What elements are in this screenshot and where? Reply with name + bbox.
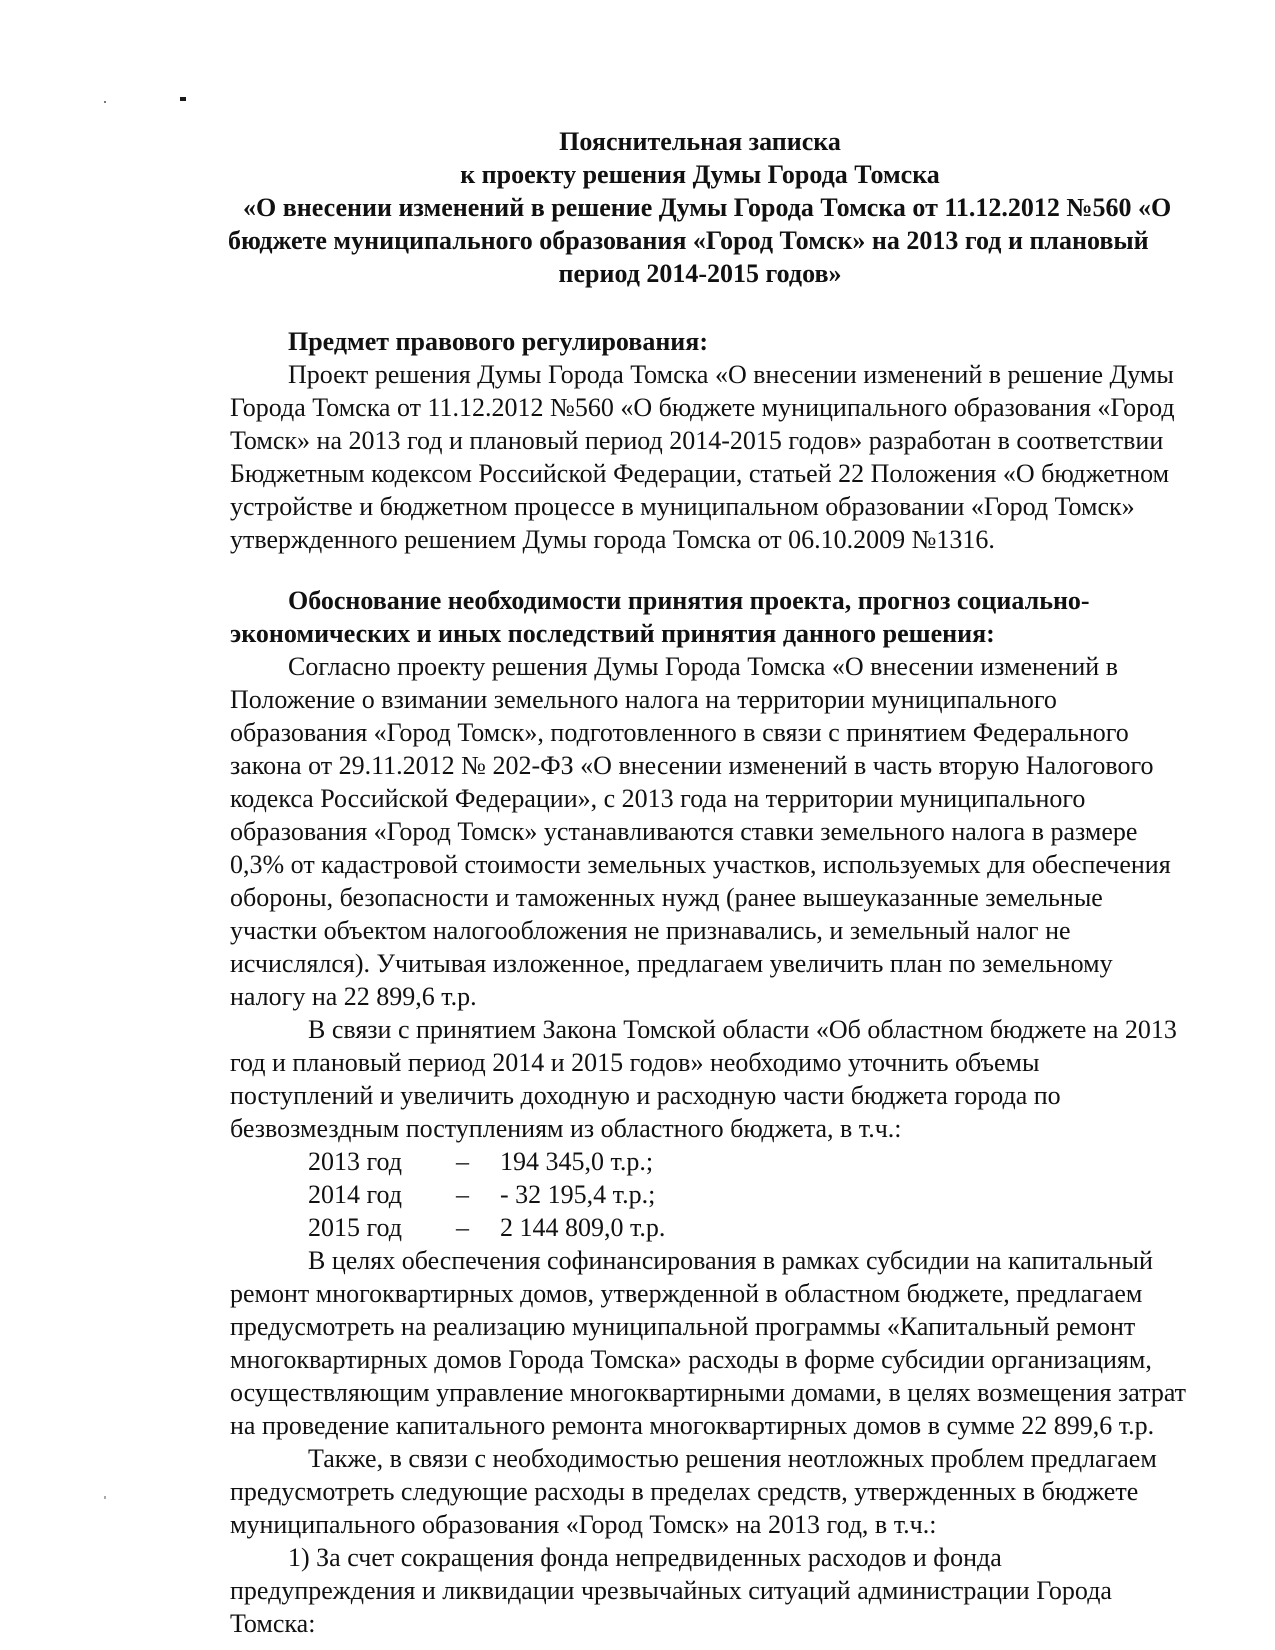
scan-speck <box>104 1496 106 1499</box>
year-item <box>230 1178 1265 1211</box>
text-line: обороны, безопасности и таможенных нужд (ранее вышеуказанные земельные <box>230 883 1103 912</box>
year-list <box>230 1145 1265 1244</box>
text-line: год и плановый период 2014 и 2015 годов» необходимо уточнить объемы <box>230 1048 1040 1077</box>
year-amount: 194 345,0 т.р.; <box>500 1147 654 1176</box>
year-amount: - 32 195,4 т.р.; <box>500 1180 656 1209</box>
scan-speck <box>104 101 106 103</box>
text-line: Согласно проекту решения Думы Города Томска «О внесении изменений в <box>288 652 1118 681</box>
year-item <box>230 1145 1265 1178</box>
text-line: Томска: <box>230 1609 316 1638</box>
text-line: муниципального образования «Город Томск» на 2013 год, в т.ч.: <box>230 1510 937 1539</box>
text-line: исчислялся). Учитывая изложенное, предлагаем увеличить план по земельному <box>230 949 1113 978</box>
document-body <box>230 325 1265 1640</box>
section-heading-cont: экономических и иных последствий принятия данного решения: <box>230 619 995 648</box>
section-heading: Обоснование необходимости принятия проекта, прогноз социально- <box>288 586 1090 615</box>
year-label: 2015 год <box>308 1213 402 1242</box>
text-line: многоквартирных домов Города Томска» расходы в форме субсидии организациям, <box>230 1345 1152 1374</box>
text-line: закона от 29.11.2012 № 202-ФЗ «О внесении изменений в часть вторую Налогового <box>230 751 1154 780</box>
paragraph-land-tax <box>230 650 1265 1013</box>
text-line: 0,3% от кадастровой стоимости земельных участков, используемых для обеспечения <box>230 850 1171 879</box>
text-line: образования «Город Томск» устанавливаются ставки земельного налога в размере <box>230 817 1138 846</box>
text-line: Также, в связи с необходимостью решения неотложных проблем предлагаем <box>308 1444 1157 1473</box>
text-line: налогу на 22 899,6 т.р. <box>230 982 477 1011</box>
text-line: Города Томска от 11.12.2012 №560 «О бюджете муниципального образования «Город <box>230 393 1175 422</box>
paragraph-capital-repair <box>230 1244 1265 1442</box>
year-label: 2013 год <box>308 1147 402 1176</box>
text-line: Бюджетным кодексом Российской Федерации, статьей 22 Положения «О бюджетном <box>230 459 1170 488</box>
text-line: осуществляющим управление многоквартирными домами, в целях возмещения затрат <box>230 1378 1187 1407</box>
section-heading: Предмет правового регулирования: <box>288 327 708 356</box>
year-dash: – <box>456 1147 469 1176</box>
document-title <box>150 125 1250 290</box>
paragraph-regulation <box>230 358 1265 556</box>
year-label: 2014 год <box>308 1180 402 1209</box>
title-line: «О внесении изменений в решение Думы Города Томска от 11.12.2012 №560 «О <box>243 193 1172 222</box>
text-line: безвозмездным поступлениям из областного бюджета, в т.ч.: <box>230 1114 902 1143</box>
paragraph-regional-budget <box>230 1013 1265 1145</box>
year-amount: 2 144 809,0 т.р. <box>500 1213 666 1242</box>
title-line: период 2014-2015 годов» <box>558 259 842 288</box>
text-line: утвержденного решением Думы города Томска от 06.10.2009 №1316. <box>230 525 995 554</box>
year-item <box>230 1211 1265 1244</box>
text-line: образования «Город Томск», подготовленного в связи с принятием Федерального <box>230 718 1129 747</box>
text-line: Проект решения Думы Города Томска «О внесении изменений в решение Думы <box>288 360 1174 389</box>
text-line: В связи с принятием Закона Томской области «Об областном бюджете на 2013 <box>308 1015 1177 1044</box>
text-line: предусмотреть следующие расходы в пределах средств, утвержденных в бюджете <box>230 1477 1139 1506</box>
paragraph-item-1 <box>230 1541 1265 1640</box>
year-dash: – <box>456 1180 469 1209</box>
text-line: В целях обеспечения софинансирования в рамках субсидии на капитальный <box>308 1246 1153 1275</box>
text-line: кодекса Российской Федерации», с 2013 года на территории муниципального <box>230 784 1086 813</box>
title-line: бюджете муниципального образования «Город Томск» на 2013 год и плановый <box>228 226 1149 255</box>
text-line: ремонт многоквартирных домов, утвержденной в областном бюджете, предлагаем <box>230 1279 1143 1308</box>
text-line: предупреждения и ликвидации чрезвычайных ситуаций администрации Города <box>230 1576 1112 1605</box>
scan-speck <box>180 97 186 101</box>
text-line: на проведение капитального ремонта многоквартирных домов в сумме 22 899,6 т.р. <box>230 1411 1155 1440</box>
title-line: к проекту решения Думы Города Томска <box>460 160 940 189</box>
text-line: участки объектом налогообложения не признавались, и земельный налог не <box>230 916 1071 945</box>
paragraph-urgent-expenses <box>230 1442 1265 1541</box>
text-line: устройстве и бюджетном процессе в муниципальном образовании «Город Томск» <box>230 492 1135 521</box>
title-line: Пояснительная записка <box>559 127 841 156</box>
year-dash: – <box>456 1213 469 1242</box>
text-line: 1) За счет сокращения фонда непредвиденных расходов и фонда <box>288 1543 1002 1572</box>
text-line: Положение о взимании земельного налога на территории муниципального <box>230 685 1057 714</box>
text-line: Томск» на 2013 год и плановый период 2014-2015 годов» разработан в соответствии <box>230 426 1164 455</box>
text-line: поступлений и увеличить доходную и расходную части бюджета города по <box>230 1081 1061 1110</box>
text-line: предусмотреть на реализацию муниципальной программы «Капитальный ремонт <box>230 1312 1136 1341</box>
